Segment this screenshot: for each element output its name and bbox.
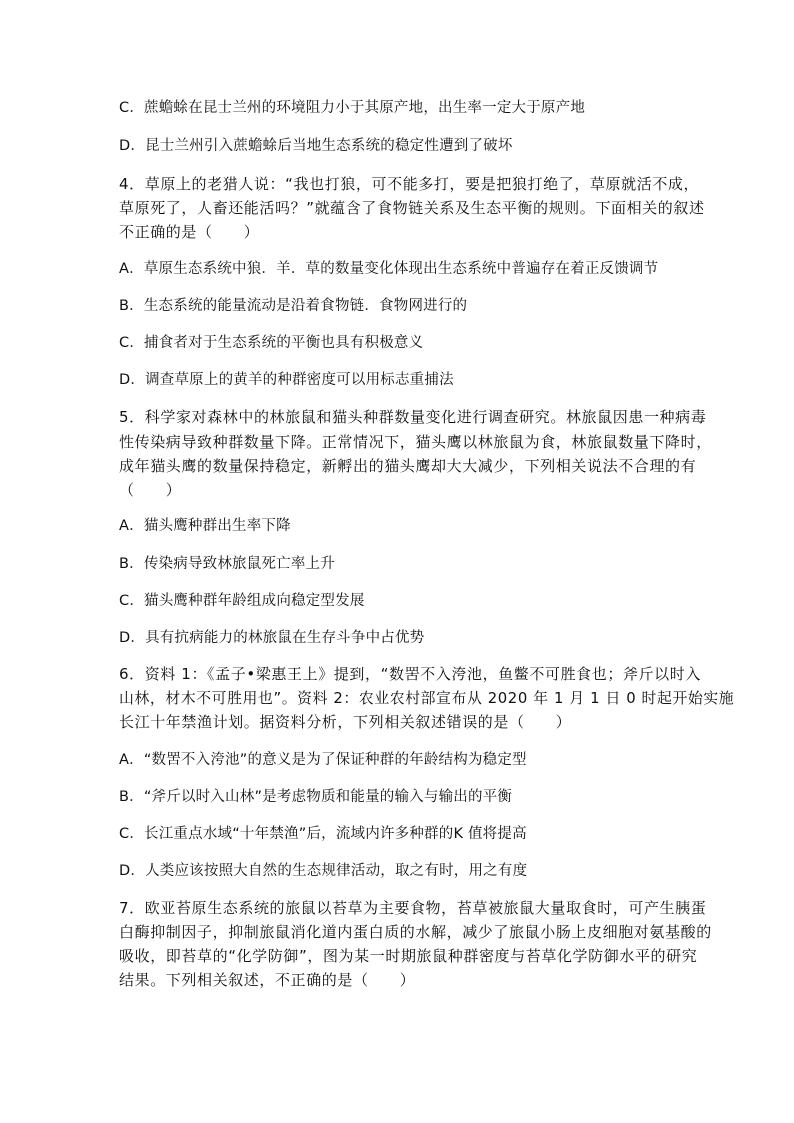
question-4-stem-line-2: 草原死了，人畜还能活吗？”就蕴含了食物链关系及生态平衡的规则。下面相关的叙述 bbox=[119, 199, 705, 217]
question-6-stem-line-3: 长江十年禁渔计划。据资料分析，下列相关叙述错误的是（ ） bbox=[119, 713, 572, 731]
option-a-q4: A．草原生态系统中狼．羊．草的数量变化体现出生态系统中普遍存在着正反馈调节 bbox=[119, 261, 659, 277]
question-4-stem-line-1: 4．草原上的老猎人说：“我也打狼，可不能多打，要是把狼打绝了，草原就活不成， bbox=[119, 175, 700, 193]
option-a-q5: A．猫头鹰种群出生率下降 bbox=[119, 518, 291, 534]
option-c-q3: C．蔗蟾蜍在昆士兰州的环境阻力小于其原产地，出生率一定大于原产地 bbox=[119, 100, 586, 116]
option-b-q4: B．生态系统的能量流动是沿着食物链．食物网进行的 bbox=[119, 298, 468, 314]
question-5-stem-line-3: 成年猫头鹰的数量保持稳定，新孵出的猫头鹰却大大减少，下列相关说法不合理的有 bbox=[119, 457, 697, 475]
option-d-q4: D．调查草原上的黄羊的种群密度可以用标志重捕法 bbox=[119, 372, 454, 388]
option-d-q6: D．人类应该按照大自然的生态规律活动，取之有时，用之有度 bbox=[119, 863, 528, 879]
option-b-q6: B．“斧斤以时入山林”是考虑物质和能量的输入与输出的平衡 bbox=[119, 789, 513, 805]
option-c-q6: C．长江重点水域“十年禁渔”后，流域内许多种群的K 值将提高 bbox=[119, 826, 527, 842]
question-5-stem-line-1: 5．科学家对森林中的林旅鼠和猫头种群数量变化进行调查研究。林旅鼠因患一种病毒 bbox=[119, 408, 707, 426]
question-5-stem-line-4: （ ） bbox=[119, 481, 182, 499]
question-7-stem-line-3: 吸收，即苔草的“化学防御”，图为某一时期旅鼠种群密度与苔草化学防御水平的研究 bbox=[119, 947, 698, 965]
option-b-q5: B．传染病导致林旅鼠死亡率上升 bbox=[119, 556, 335, 572]
question-5-stem-line-2: 性传染病导致种群数量下降。正常情况下，猫头鹰以林旅鼠为食，林旅鼠数量下降时， bbox=[119, 433, 712, 451]
option-a-q6: A．“数罟不入洿池”的意义是为了保证种群的年龄结构为稳定型 bbox=[119, 752, 527, 768]
question-6-stem-line-1: 6．资料 1：《孟子•梁惠王上》提到，“数罟不入洿池，鱼鳖不可胜食也；斧斤以时入 bbox=[119, 665, 701, 683]
question-7-stem-line-1: 7．欧亚苔原生态系统的旅鼠以苔草为主要食物，苔草被旅鼠大量取食时，可产生胰蛋 bbox=[119, 899, 707, 917]
question-4-stem-line-3: 不正确的是（ ） bbox=[119, 223, 260, 241]
question-7-stem-line-4: 结果。下列相关叙述，不正确的是（ ） bbox=[119, 971, 416, 989]
option-c-q4: C．捕食者对于生态系统的平衡也具有积极意义 bbox=[119, 335, 424, 351]
option-d-q3: D．昆士兰州引入蔗蟾蜍后当地生态系统的稳定性遭到了破坏 bbox=[119, 138, 513, 154]
question-6-stem-line-2: 山林，材木不可胜用也”。资料 2：农业农村部宣布从 2020 年 1 月 1 日 0 时起开始实施 bbox=[119, 689, 735, 707]
question-7-stem-line-2: 白酶抑制因子，抑制旅鼠消化道内蛋白质的水解，减少了旅鼠小肠上皮细胞对氨基酸的 bbox=[119, 923, 712, 941]
option-c-q5: C．猫头鹰种群年龄组成向稳定型发展 bbox=[119, 593, 365, 609]
option-d-q5: D．具有抗病能力的林旅鼠在生存斗争中占优势 bbox=[119, 630, 425, 646]
